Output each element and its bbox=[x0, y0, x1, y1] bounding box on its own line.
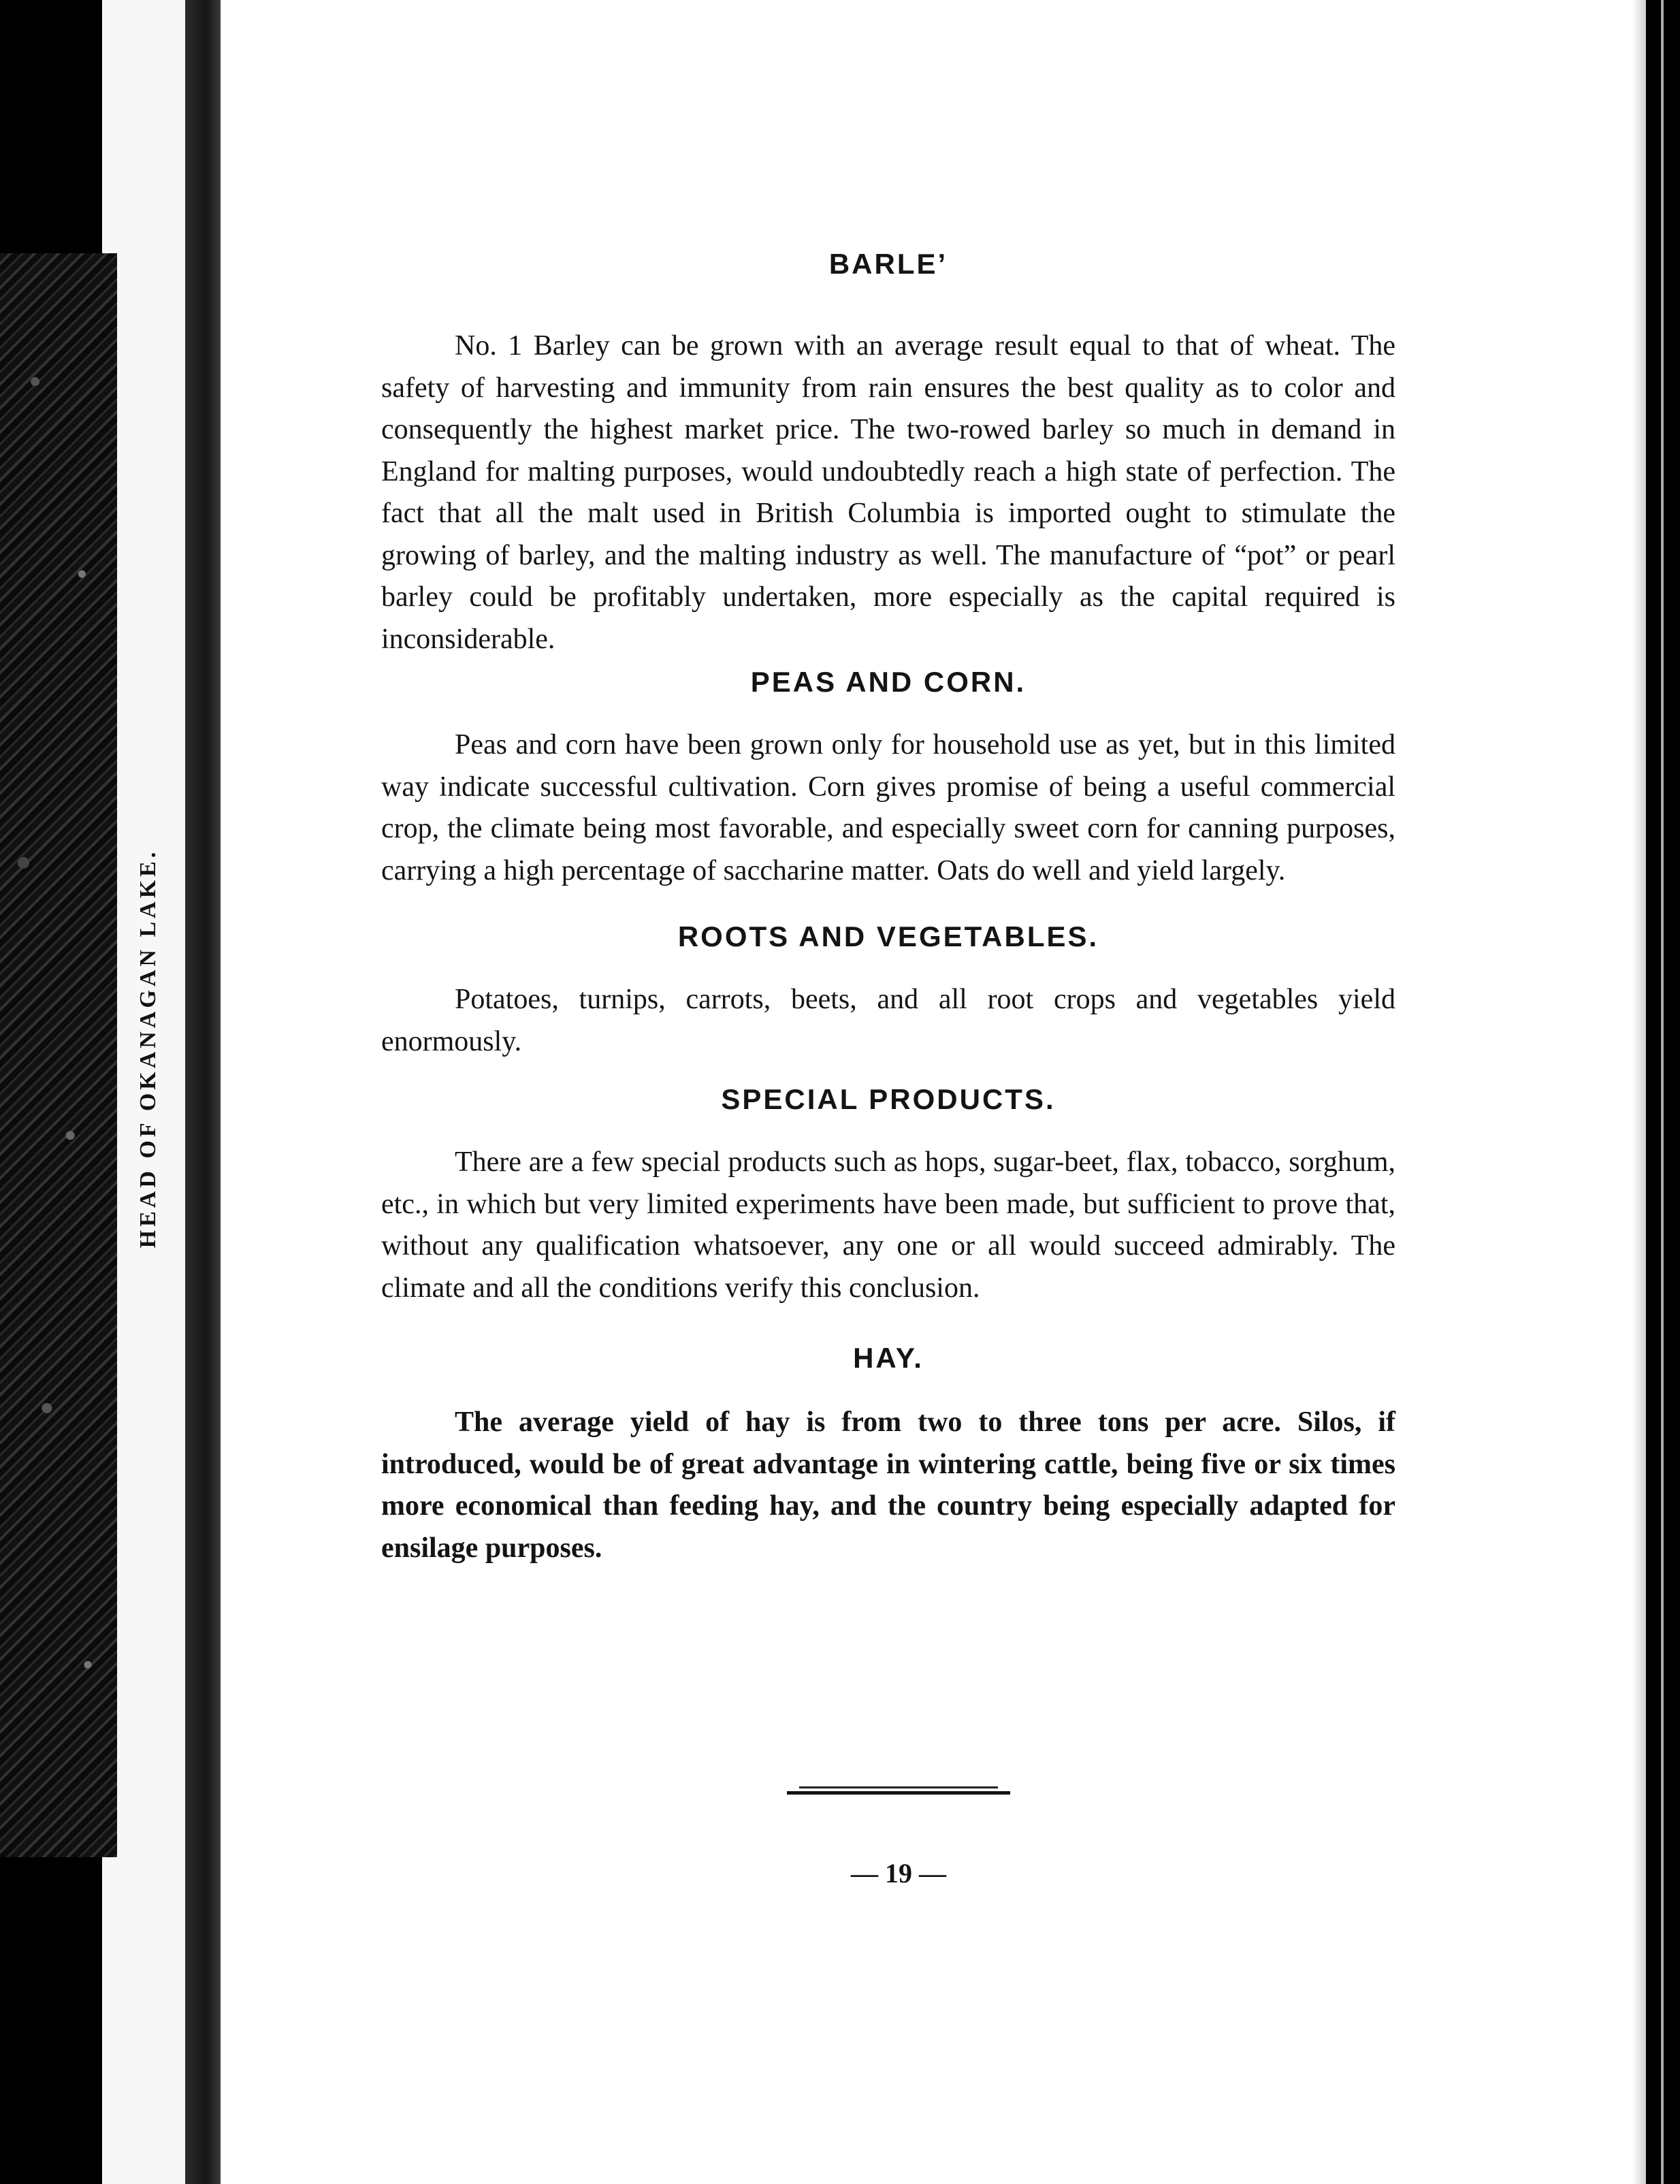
section-text-barley: No. 1 Barley can be grown with an average result equal to that of wheat. The safety of harvesting and immunity from rain ensures the best quality as to color and consequently the highest market price. The two-rowed barley so much in demand in England for malting purposes, would undoubtedly reach a high state of perfection. The fact that all the malt used in British Columbia is imported ought to stimulate the growing of barley, and the malting industry as well. The manufacture of “pot” or pearl barley could be profitably undertaken, more especially as the capital required is inconsiderable. bbox=[381, 330, 1395, 655]
scan-right-line bbox=[1661, 0, 1664, 2184]
page-body bbox=[381, 231, 1395, 1569]
section-heading-barley: BARLE’ bbox=[828, 248, 948, 280]
page-number: — 19 — bbox=[851, 1858, 946, 1889]
section-text-peas-and-corn: Peas and corn have been grown only for household use as yet, but in this limited way indicate successful cultivation. Corn gives promise of being a useful commercial crop, the climate being most favorable, and especially sweet corn for canning purposes, carrying a high percentage of saccharine matter. Oats do well and yield largely. bbox=[381, 729, 1395, 886]
page-edge-shadow bbox=[1632, 0, 1646, 2184]
section-heading-peas-and-corn: PEAS AND CORN. bbox=[750, 666, 1027, 698]
divider-line-bottom bbox=[787, 1791, 1010, 1795]
divider-ornament bbox=[787, 1786, 1010, 1795]
section-text-roots-and-vegetables: Potatoes, turnips, carrots, beets, and all root crops and vegetables yield enormously. bbox=[381, 984, 1395, 1057]
section-heading-roots-and-vegetables: ROOTS AND VEGETABLES. bbox=[677, 920, 1099, 952]
section-text-special-products: There are a few special products such as hops, sugar-beet, flax, tobacco, sorghum, etc., in which but very limited experiments have been made, but sufficient to prove that, without any qualification whatsoever, any one or all would succeed admirably. The climate and all the conditions verify this conclusion. bbox=[381, 1146, 1395, 1304]
binding-gutter bbox=[185, 0, 221, 2184]
section-text-hay: The average yield of hay is from two to three tons per acre. Silos, if introduced, would be of great advantage in wintering cattle, being five or six times more economical than feeding hay, and the country being especially adapted for ensilage purposes. bbox=[381, 1407, 1395, 1564]
facing-page-photograph bbox=[0, 253, 117, 1857]
section-heading-special-products: SPECIAL PRODUCTS. bbox=[721, 1083, 1056, 1115]
section-heading-hay: HAY. bbox=[853, 1342, 924, 1374]
divider-line-top bbox=[799, 1786, 998, 1788]
photo-caption: HEAD OF OKANAGAN LAKE. bbox=[135, 848, 161, 1249]
